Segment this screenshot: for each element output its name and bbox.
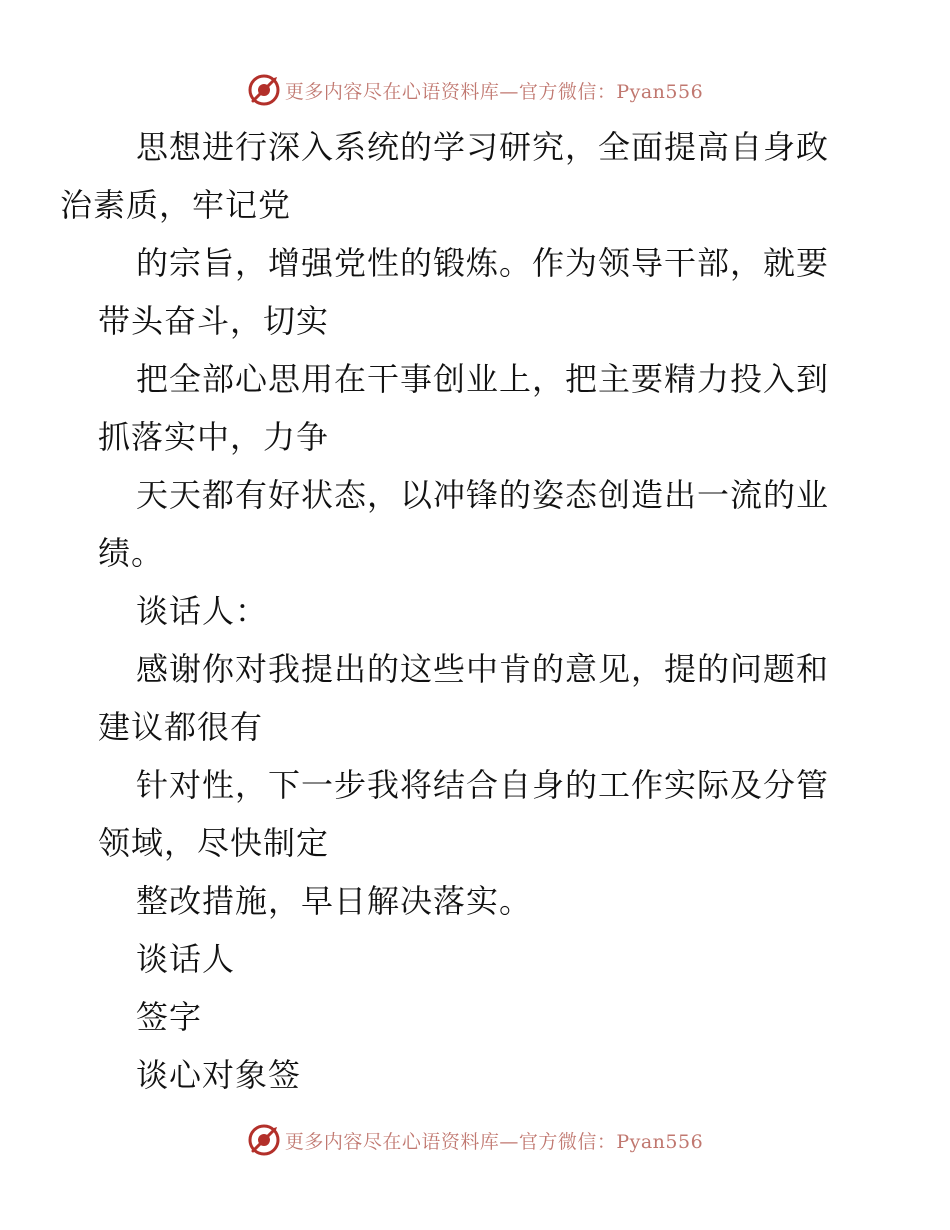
line: 绩。 <box>98 534 165 572</box>
line: 感谢你对我提出的这些中肯的意见，提的问题和 <box>136 650 830 688</box>
header-watermark-text: 更多内容尽在心语资料库—官方微信：Pyan556 <box>284 80 704 103</box>
line: 领域，尽快制定 <box>98 824 330 862</box>
book-quill-logo-icon <box>247 1123 281 1157</box>
line: 整改措施，早日解决落实。 <box>136 882 533 920</box>
header-watermark-banner <box>0 70 950 110</box>
line: 天天都有好状态，以冲锋的姿态创造出一流的业 <box>136 476 830 514</box>
document-body-part-2 <box>98 234 858 1104</box>
footer-watermark-text: 更多内容尽在心语资料库—官方微信：Pyan556 <box>284 1130 704 1153</box>
line: 的宗旨，增强党性的锻炼。作为领导干部，就要 <box>136 244 830 282</box>
footer-watermark-banner <box>0 1120 950 1160</box>
line: 思想进行深入系统的学习研究，全面提高自身政 <box>136 128 830 166</box>
document-body <box>60 118 858 234</box>
speaker-label: 谈话人： <box>136 592 269 630</box>
line: 建议都很有 <box>98 708 264 746</box>
signature-label-subject: 谈心对象签 <box>136 1056 302 1094</box>
paragraph-1 <box>60 118 858 234</box>
line: 针对性，下一步我将结合自身的工作实际及分管 <box>136 766 830 804</box>
line: 抓落实中，力争 <box>98 418 330 456</box>
signature-label-sign: 签字 <box>136 998 203 1036</box>
signature-label-speaker: 谈话人 <box>136 940 236 978</box>
line: 治素质，牢记党 <box>60 186 292 224</box>
book-quill-logo-icon <box>247 73 281 107</box>
line: 带头奋斗，切实 <box>98 302 330 340</box>
line: 把全部心思用在干事创业上，把主要精力投入到 <box>136 360 830 398</box>
